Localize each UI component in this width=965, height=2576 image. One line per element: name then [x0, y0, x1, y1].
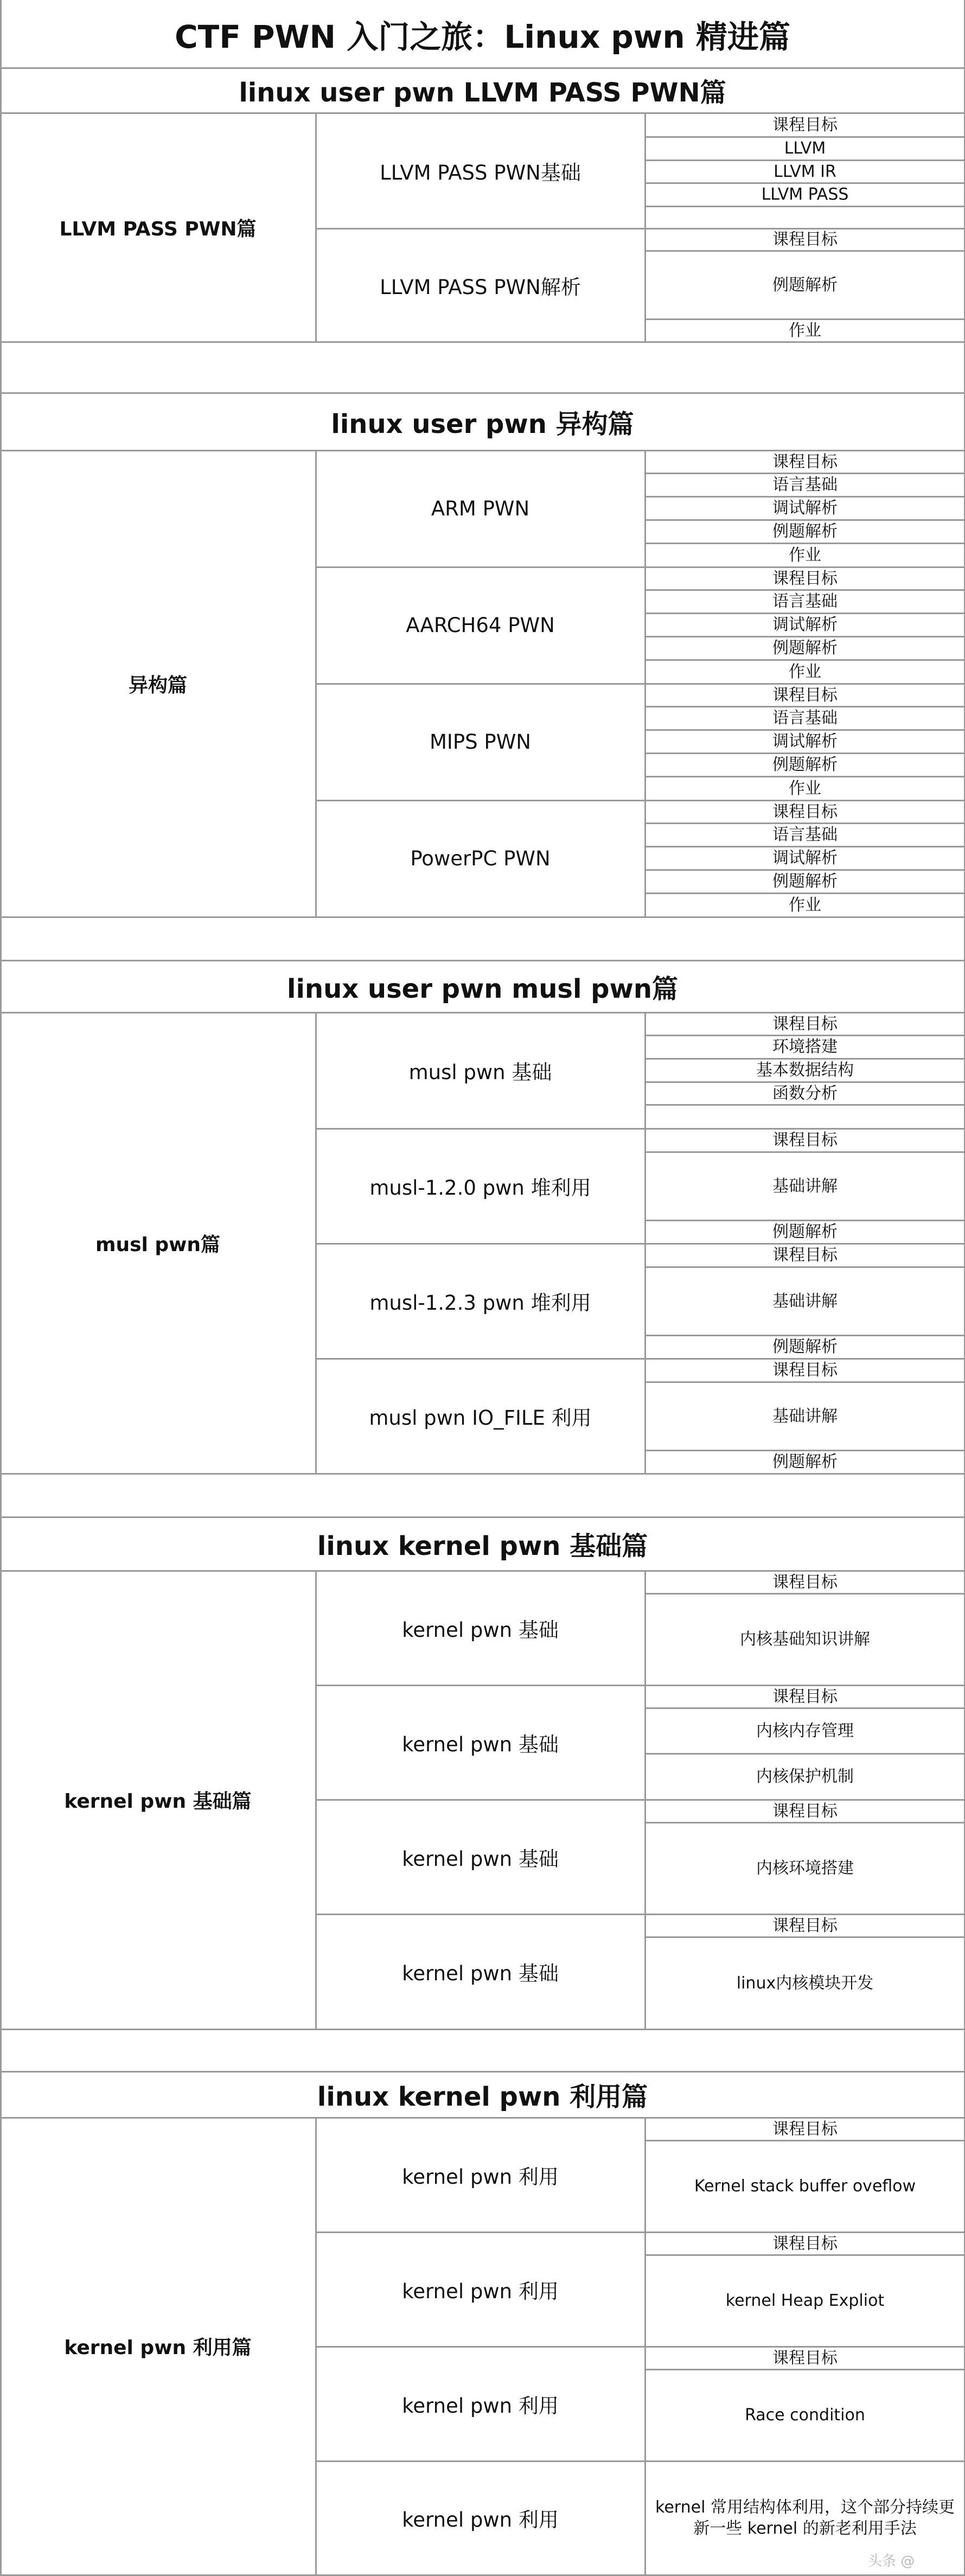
- course-item: 调试解析: [772, 499, 838, 518]
- section-heading: linux user pwn LLVM PASS PWN篇: [239, 78, 726, 108]
- course-item: linux内核模块开发: [736, 1973, 874, 1993]
- course-item: 课程目标: [772, 2348, 838, 2368]
- course-item: 例题解析: [772, 755, 838, 774]
- course-name: kernel pwn 基础: [402, 1962, 559, 1985]
- category-label: kernel pwn 利用篇: [64, 2337, 252, 2359]
- course-item: 例题解析: [772, 639, 838, 658]
- course-item: 作业: [789, 779, 821, 798]
- course-item: [645, 1105, 965, 1128]
- course-item: 基础讲解: [772, 1406, 838, 1426]
- section-heading: linux kernel pwn 利用篇: [317, 2082, 648, 2112]
- course-item: 课程目标: [772, 2119, 838, 2139]
- course-item: 课程目标: [772, 1131, 838, 1150]
- course-item: 调试解析: [772, 732, 838, 751]
- course-item: 课程目标: [772, 802, 838, 821]
- course-item: LLVM: [784, 139, 826, 158]
- category-label: 异构篇: [128, 674, 187, 697]
- course-item: 例题解析: [772, 1337, 838, 1356]
- table-rule: [645, 916, 965, 918]
- category-label: LLVM PASS PWN篇: [59, 218, 257, 240]
- course-name: LLVM PASS PWN基础: [380, 161, 581, 184]
- category-label: kernel pwn 基础篇: [64, 1790, 252, 1813]
- table-rule: [0, 2071, 965, 2073]
- section-heading: linux user pwn musl pwn篇: [287, 973, 678, 1004]
- watermark: 头条 @: [868, 2553, 915, 2569]
- course-item: 环境搭建: [772, 1037, 838, 1056]
- course-name: kernel pwn 利用: [402, 2279, 559, 2303]
- course-item: 课程目标: [772, 1572, 838, 1592]
- course-name: LLVM PASS PWN解析: [380, 275, 581, 299]
- course-item: 作业: [789, 662, 821, 681]
- course-item: 课程目标: [772, 2234, 838, 2253]
- course-item: 课程目标: [772, 1246, 838, 1265]
- course-name: musl pwn 基础: [408, 1061, 552, 1084]
- course-item: 例题解析: [772, 522, 838, 541]
- course-name: kernel pwn 利用: [402, 2165, 559, 2189]
- course-item: 课程目标: [772, 115, 838, 135]
- course-item: kernel 常用结构体利用，这个部分持续更新一些 kernel 的新老利用手法: [655, 2498, 955, 2538]
- course-name: kernel pwn 基础: [402, 1847, 559, 1871]
- course-item: 内核基础知识讲解: [740, 1630, 870, 1649]
- course-item: 课程目标: [772, 1014, 838, 1034]
- page-title: CTF PWN 入门之旅：Linux pwn 精进篇: [175, 18, 790, 55]
- course-name: kernel pwn 利用: [402, 2394, 559, 2418]
- course-item: [645, 206, 965, 228]
- table-rule: [0, 960, 965, 961]
- course-item: 课程目标: [772, 452, 838, 471]
- table-rule: [645, 1473, 965, 1475]
- course-item: 语言基础: [772, 825, 838, 844]
- course-item: 内核保护机制: [756, 1767, 854, 1786]
- course-item: 作业: [789, 545, 821, 565]
- course-item: 例题解析: [772, 1222, 838, 1241]
- course-name: kernel pwn 基础: [402, 1732, 559, 1756]
- course-name: musl-1.2.3 pwn 堆利用: [369, 1291, 591, 1315]
- course-name: kernel pwn 基础: [402, 1618, 559, 1642]
- course-item: 基本数据结构: [756, 1061, 854, 1080]
- course-item: 调试解析: [772, 615, 838, 634]
- course-item: Kernel stack buffer oveflow: [694, 2177, 916, 2196]
- course-item: 语言基础: [772, 592, 838, 611]
- table-rule: [0, 392, 965, 394]
- course-item: 例题解析: [772, 872, 838, 891]
- course-name: musl-1.2.0 pwn 堆利用: [369, 1176, 591, 1200]
- table-rule: [0, 1516, 965, 1518]
- course-name: musl pwn IO_FILE 利用: [369, 1406, 592, 1430]
- course-item: 函数分析: [772, 1083, 838, 1103]
- course-item: 例题解析: [772, 1452, 838, 1471]
- table-rule: [0, 67, 965, 69]
- course-item: 语言基础: [772, 709, 838, 728]
- course-item: 例题解析: [772, 275, 838, 295]
- category-label: musl pwn篇: [95, 1233, 221, 1256]
- course-item: LLVM PASS: [761, 185, 849, 204]
- course-item: 课程目标: [772, 1361, 838, 1380]
- course-name: ARM PWN: [431, 497, 530, 520]
- course-item: LLVM IR: [774, 162, 836, 181]
- table-rule: [645, 341, 965, 343]
- course-item: 课程目标: [772, 685, 838, 705]
- course-item: 作业: [789, 321, 821, 340]
- course-name: kernel pwn 利用: [402, 2508, 559, 2532]
- course-name: AARCH64 PWN: [406, 614, 555, 637]
- section-heading: linux kernel pwn 基础篇: [317, 1531, 648, 1561]
- course-item: 基础讲解: [772, 1291, 838, 1311]
- course-name: MIPS PWN: [430, 730, 531, 754]
- course-item: 课程目标: [772, 1687, 838, 1706]
- course-item: Race condition: [745, 2406, 865, 2425]
- course-item: 作业: [789, 895, 821, 915]
- course-name: PowerPC PWN: [410, 847, 551, 870]
- course-item: 调试解析: [772, 849, 838, 868]
- table-rule: [645, 2029, 965, 2030]
- course-item: 内核内存管理: [756, 1721, 854, 1740]
- course-item: 基础讲解: [772, 1176, 838, 1196]
- section-heading: linux user pwn 异构篇: [331, 409, 634, 439]
- course-item: 内核环境搭建: [756, 1859, 854, 1878]
- course-item: 课程目标: [772, 1916, 838, 1935]
- course-item: kernel Heap Expliot: [725, 2291, 885, 2310]
- course-item: 课程目标: [772, 230, 838, 249]
- course-item: 课程目标: [772, 569, 838, 588]
- course-item: 课程目标: [772, 1801, 838, 1821]
- course-item: 语言基础: [772, 475, 838, 494]
